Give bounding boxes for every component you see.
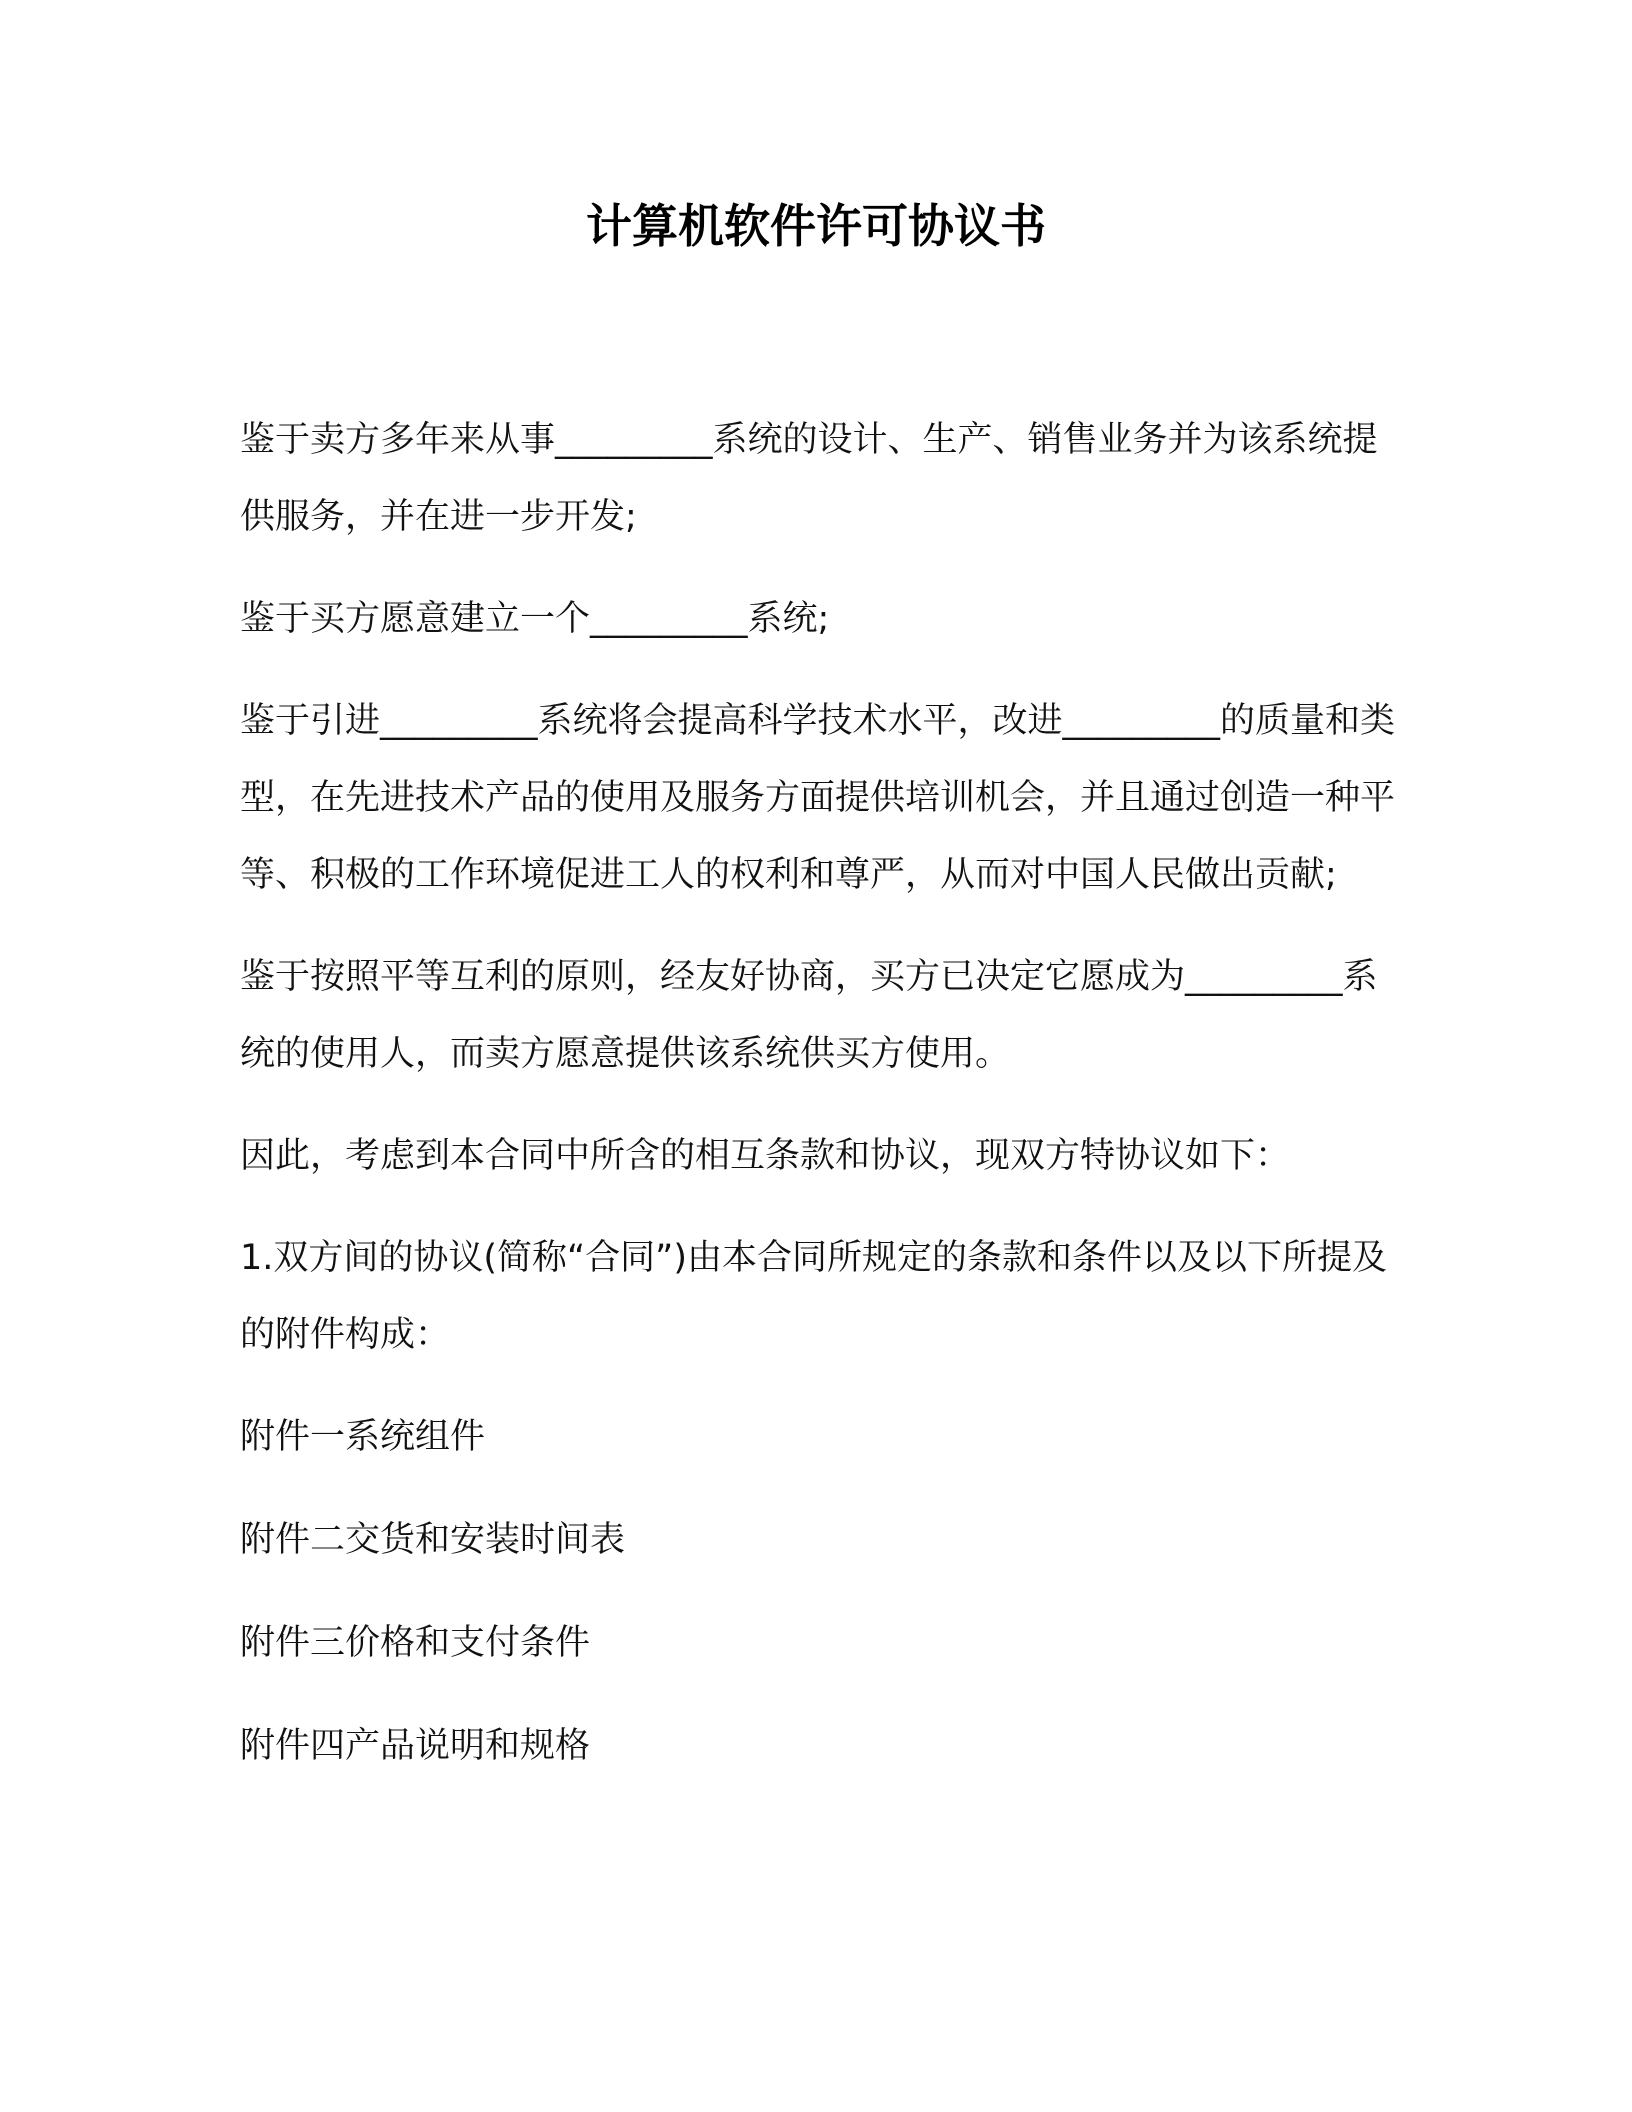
appendix-item-4: 附件四产品说明和规格 [240,1726,591,1766]
appendix-item-2: 附件二交货和安装时间表 [240,1520,626,1560]
paragraph-therefore: 因此，考虑到本合同中所含的相互条款和协议，现双方特协议如下： [240,1136,1291,1176]
paragraph-whereas-introduction: 鉴于引进_________系统将会提高科学技术水平，改进_________的质量和类型，在先进技术产品的使用及服务方面提供培训机会，并且通过创造一种平等、积极的工作环境促进工人的权利和尊严，从而对中国人民做出贡献; [240,701,1396,895]
paragraph-whereas-principle: 鉴于按照平等互利的原则，经友好协商，买方已决定它愿成为_________系统的使用人，而卖方愿意提供该系统供买方使用。 [240,957,1378,1074]
document-body [240,402,1400,1811]
appendix-item-1: 附件一系统组件 [240,1417,486,1457]
appendix-item-3: 附件三价格和支付条件 [240,1623,591,1663]
paragraph-whereas-buyer: 鉴于买方愿意建立一个_________系统; [240,599,830,639]
paragraph-whereas-seller: 鉴于卖方多年来从事_________系统的设计、生产、销售业务并为该系统提供服务，并在进一步开发; [240,420,1378,537]
document-title: 计算机软件许可协议书 [586,199,1046,253]
paragraph-clause-1: 1.双方间的协议(简称“合同”)由本合同所规定的条款和条件以及以下所提及的附件构成： [240,1238,1387,1355]
